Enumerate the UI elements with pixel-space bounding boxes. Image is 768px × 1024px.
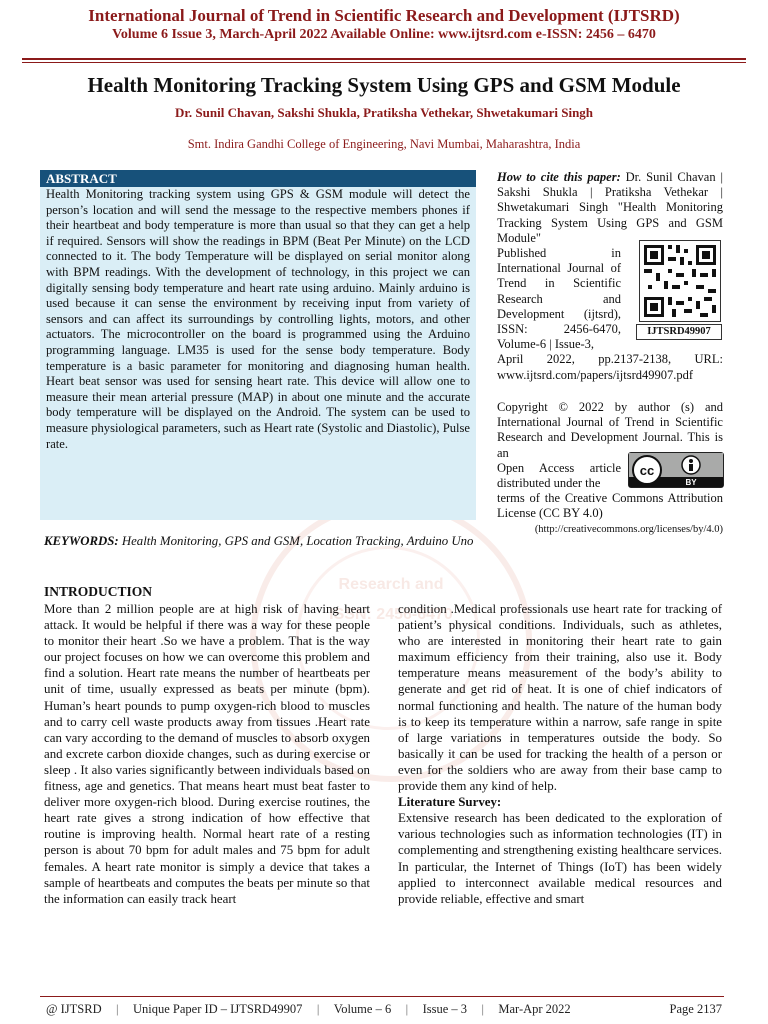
footer-paper-id: Unique Paper ID – IJTSRD49907 [132, 1002, 303, 1016]
literature-text: Extensive research has been dedicated to the exploration of various technologies such as information technologies (IT) in complementing and strengthening existing healthcare services. In particular, the Internet of Things (IoT) has been widely applied to interconnect available medical resources and provide reliable, effective and smart [398, 811, 722, 906]
header-rule-thin [22, 62, 746, 63]
footer-separator: | [316, 1002, 320, 1016]
citation-text: Dr. Sunil Chavan | Sakshi Shukla | Pratiksha Vethekar | Shwetakumari Singh "Health Monitoring Tracking System Using GPS and GSM Module" [497, 170, 723, 245]
qr-paper-id: IJTSRD49907 [636, 324, 722, 340]
cc-by-license-icon [628, 452, 724, 488]
footer-rule [40, 996, 724, 997]
paper-authors: Dr. Sunil Chavan, Sakshi Shukla, Pratiksha Vethekar, Shwetakumari Singh [174, 105, 594, 120]
literature-heading: Literature Survey: [398, 795, 502, 810]
license-url[interactable]: (http://creativecommons.org/licenses/by/4.0) [534, 524, 723, 535]
footer-separator: | [405, 1002, 409, 1016]
cc-badge-by-label: BY [685, 478, 697, 487]
citation-text-narrow: Published in International Journal of Trend in Scientific Research and Development (ijtsrd), ISSN: 2456-6470, Volume-6 | Issue-3, [497, 246, 621, 352]
svg-text:cc: cc [639, 463, 655, 478]
keywords [44, 533, 476, 549]
keywords-text: Health Monitoring, GPS and GSM, Location Tracking, Arduino Uno [121, 534, 474, 548]
copyright-text-narrow: Open Access article distributed under the [497, 460, 621, 491]
citation-text-top: How to cite this paper: Dr. Sunil Chavan | Sakshi Shukla | Pratiksha Vethekar | Shwetakumari Singh "Health Monitoring Tracking System Using GPS and GSM Module" [497, 170, 723, 245]
footer-issue: Issue – 3 [422, 1002, 468, 1016]
watermark-text-2: ISSN: 2456-6470 [329, 606, 453, 623]
intro-left-column: More than 2 million people are at high risk of having heart attack. It would be helpful if there was a way for these people to monitor their heart .So we have a problem. That is the way our project focuses on how we can overcome this problem and find a solution. Heart rate means the number of heartbeats per unit of time, usually expressed as beats per minute (bpm). Human’s heart pounds to pump oxygen-rich blood to muscles and to carry cell waste products away from tissues .Heart rate can vary according to the demand of muscles to absorb oxygen and excrete carbon dioxide changes, such as during exercise or sleep . It also varies significantly between individuals based on fitness, age and genetics. That means heart must beat faster to deliver more oxygen-rich blood. During exercise routines, the heart rate gives a strong indication of how effective that routine is improving health. Normal heart rate of a resting person is about 70 bpm for adult males and 75 bpm for adult females. A heart rate monitor is simply a device that takes a sample of heartbeats and computes the beats per minute so that the information can easily track heart [44, 602, 370, 906]
copyright-text-end: terms of the Creative Commons Attribution License (CC BY 4.0) [497, 491, 723, 521]
footer-volume: Volume – 6 [333, 1002, 392, 1016]
citation-label: How to cite this paper [497, 170, 617, 184]
footer-separator: | [116, 1002, 119, 1016]
watermark-text-1: Research and [338, 576, 444, 593]
keywords-label: KEYWORDS: [44, 534, 119, 548]
footer-brand: @ IJTSRD [46, 1002, 102, 1016]
qr-block [636, 240, 722, 340]
abstract-box [40, 170, 476, 520]
qr-code-icon [639, 240, 721, 322]
abstract-text: Health Monitoring tracking system using GPS & GSM module will detect the person’s location and will send the message to the respective members phones if their heartbeat and body temperature is more than usual so that they can get a help if required. Sensors will show the readings in BPM (Beat Per Minute) on the LCD connected to it. The body Temperature will be displayed on serial monitor along with BPM readings. With the development of technology, in this project we can digitally sensing body temperature and heart rate using arduino. Mainly arduino is used because it can sense the environment by receiving input from variety of sensors and can affect its surroundings by controlling lights, motors, and other actuators. The microcontroller on the board is programmed using the Arduino programming language. LM35 is used for the sense body temperature. Body temperature is a basic parameter for monitoring and diagnosing human health. Heart beat sensor was used for sensing heart rate. This device will allow one to measure their mean arterial pressure (MAP) in about one minute and the accurate body temperature will be displayed on the Android. The system can be used to measure physiological parameters, such as Heart rate (Systolic and Diastolic), Pulse rate. [46, 187, 470, 451]
abstract-heading: ABSTRACT [40, 170, 476, 187]
intro-right-column [398, 601, 722, 907]
footer-spacer [585, 1002, 655, 1017]
footer-separator: | [481, 1002, 484, 1016]
journal-name: International Journal of Trend in Scientific Research and Development (IJTSRD) [88, 6, 680, 25]
footer-page-number: Page 2137 [669, 1002, 722, 1016]
paper-title: Health Monitoring Tracking System Using GPS and GSM Module [87, 73, 681, 97]
citation-text-end: April 2022, pp.2137-2138, URL: www.ijtsrd.com/papers/ijtsrd49907.pdf [497, 352, 723, 382]
footer-date: Mar-Apr 2022 [498, 1002, 571, 1016]
copyright-text-top: Copyright © 2022 by author (s) and International Journal of Trend in Scientific Research and Development Journal. This is an [497, 400, 723, 460]
page-footer [46, 1002, 722, 1017]
intro-heading: INTRODUCTION [44, 584, 153, 599]
volume-line: Volume 6 Issue 3, March-April 2022 Available Online: www.ijtsrd.com e-ISSN: 2456 – 6470 [112, 27, 656, 42]
paper-affiliation: Smt. Indira Gandhi College of Engineering, Navi Mumbai, Maharashtra, India [187, 137, 581, 151]
intro-right-text: condition .Medical professionals use heart rate for tracking of patient’s physical conditions. Individuals, such as athletes, who are interested in monitoring their heart rate to gain maximum efficiency from their training, also use it. Body temperature means measurement of the body’s ability to generate and get rid of heat. It is one of chief indicators of normal functioning and health. The nature of the human body is to keep its temperature within a narrow, safe range in spite of large variations in temperatures outside the body. So basically it can be used for tracking the health of a person or even for the soldiers who are away from their base camp to provide them any kind of help. [398, 602, 722, 794]
header-rule [22, 58, 746, 60]
